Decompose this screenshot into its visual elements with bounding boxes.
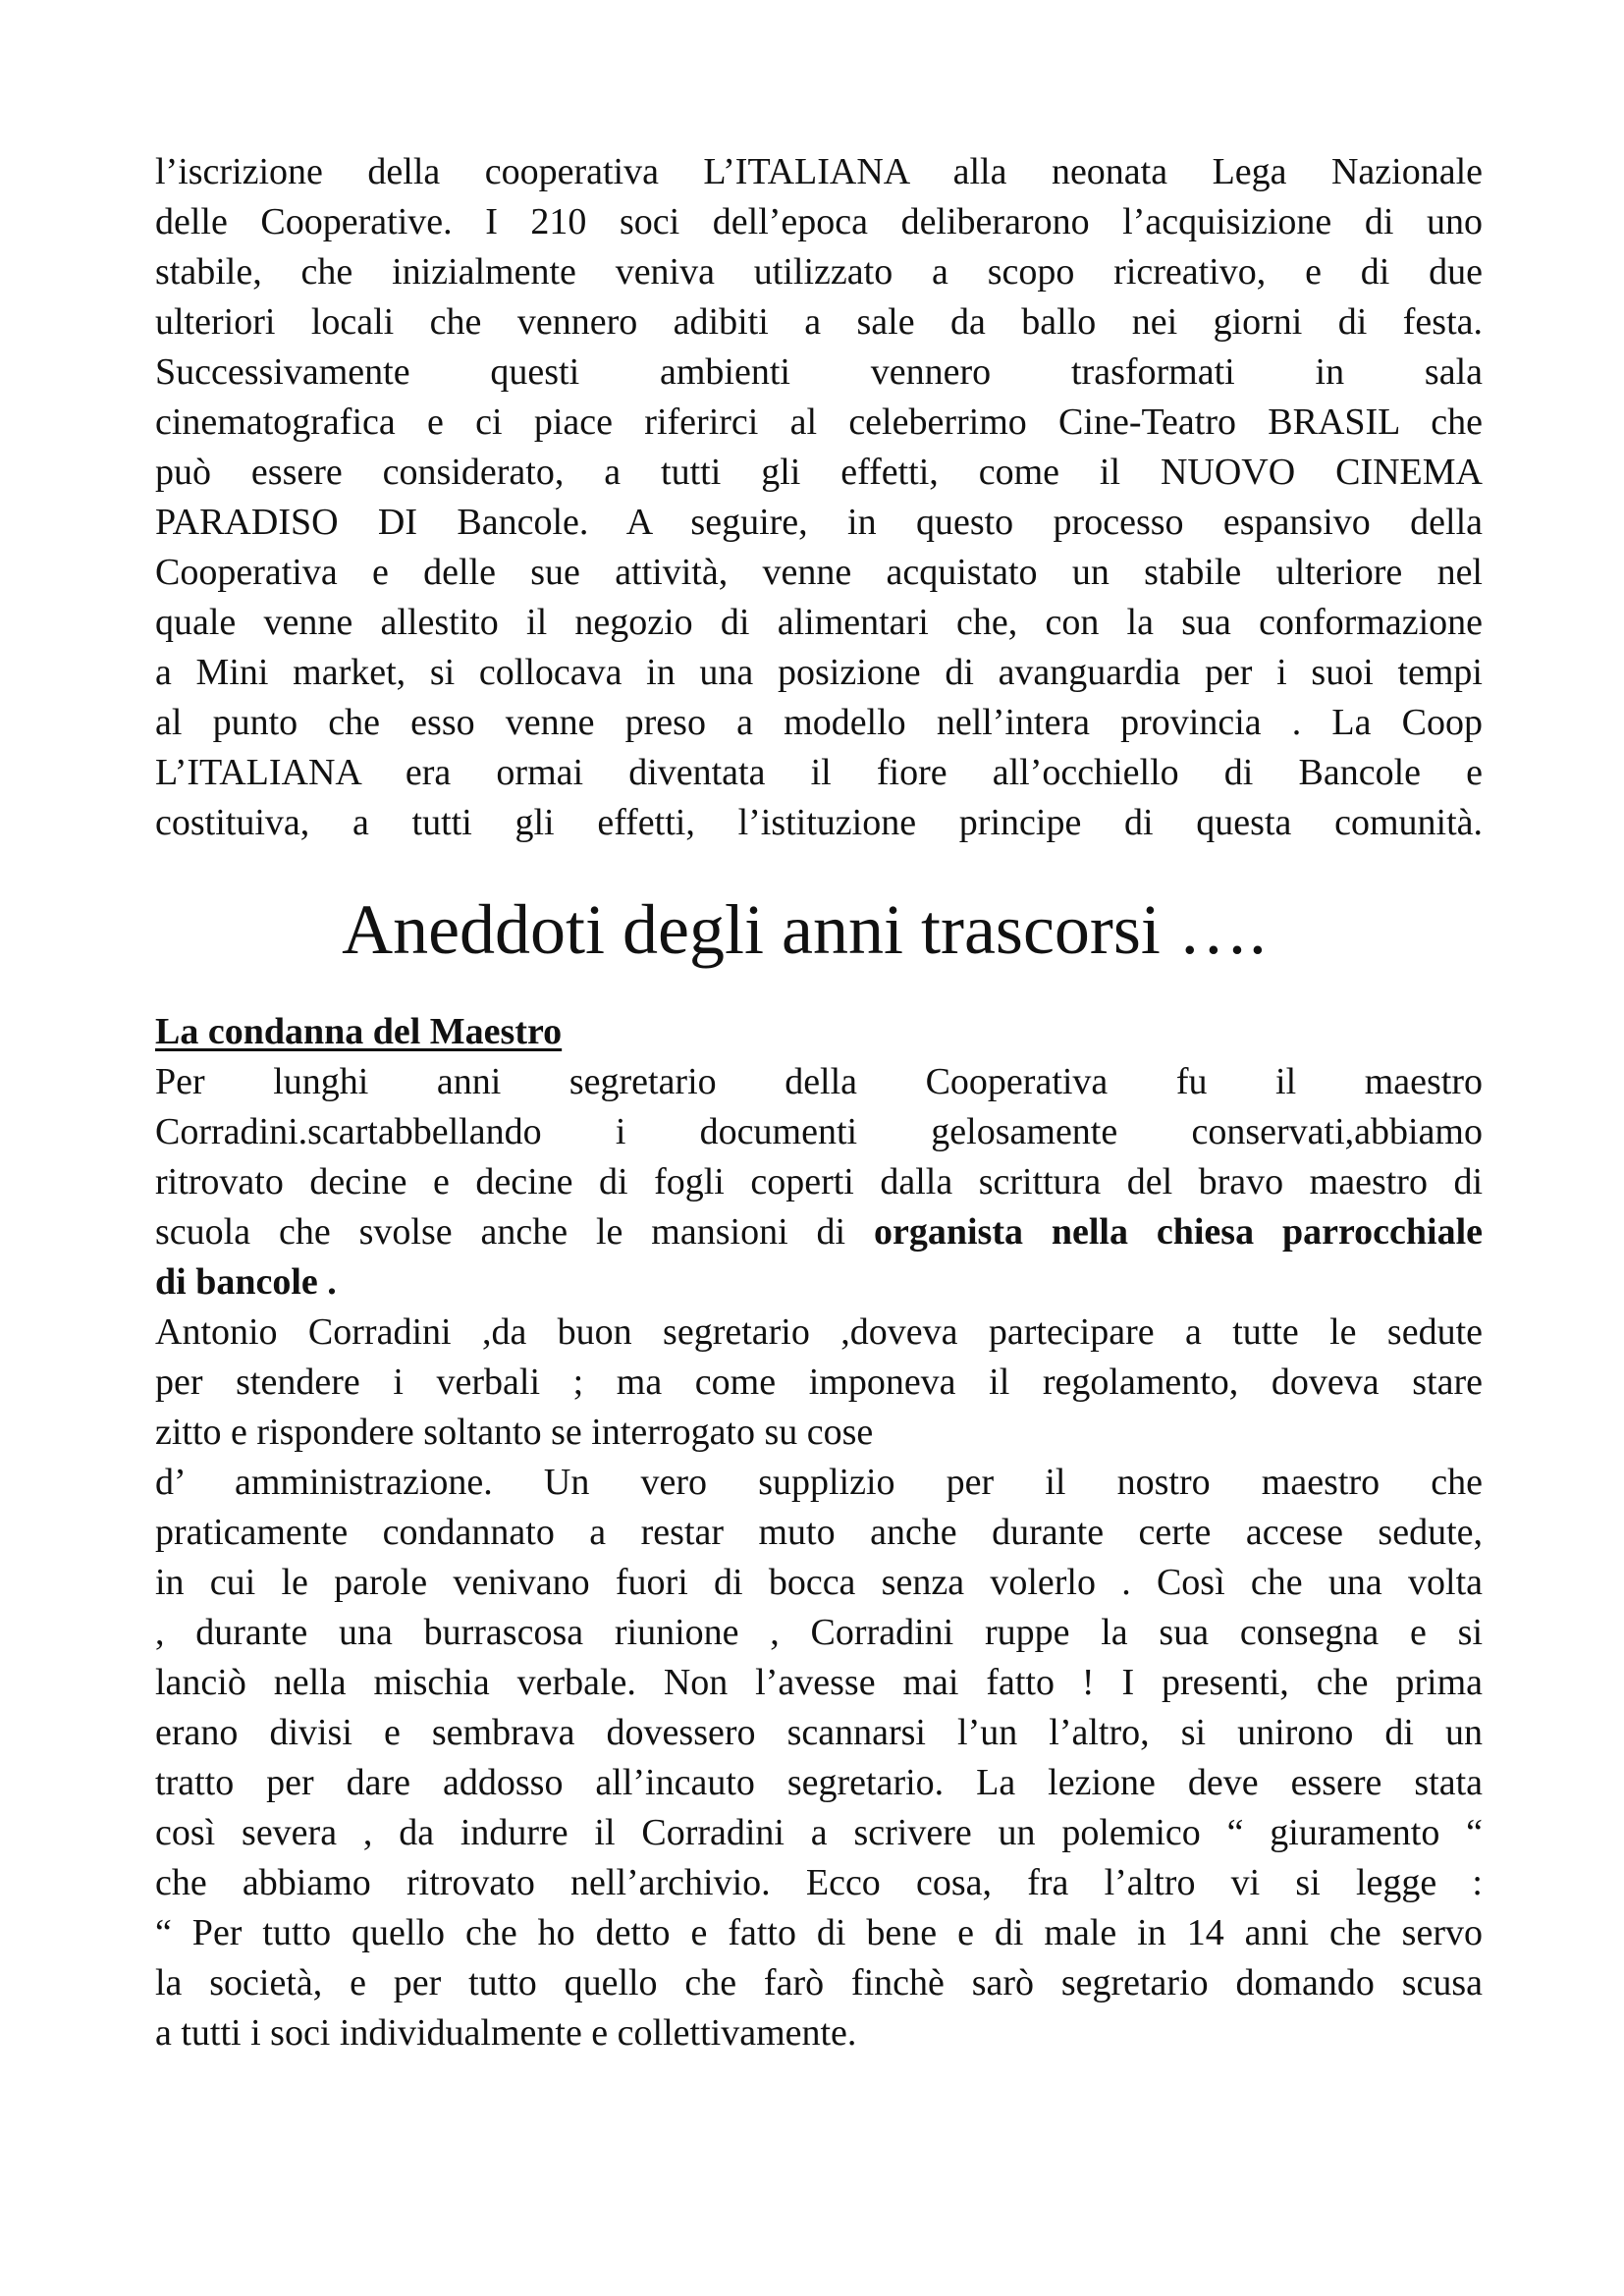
text-line: zitto e rispondere soltanto se interrogato su cose — [155, 1412, 874, 1453]
paragraph-corradini — [155, 1308, 1483, 1458]
text-line: lanciò nella mischia verbale. Non l’avesse mai fatto ! I presenti, che prima — [155, 1662, 1483, 1703]
text-line — [155, 1257, 1483, 1308]
text-line: la società, e per tutto quello che farò finchè sarò segretario domando scusa — [155, 1962, 1483, 2003]
text-line: erano divisi e sembrava dovessero scannarsi l’un l’altro, si unirono di un — [155, 1712, 1483, 1753]
text-line: “ Per tutto quello che ho detto e fatto di bene e di male in 14 anni che servo — [155, 1912, 1483, 1953]
text-line: Antonio Corradini ,da buon segretario ,doveva partecipare a tutte le sedute — [155, 1311, 1483, 1353]
text-line: costituiva, a tutti gli effetti, l’istituzione principe di questa comunità. — [155, 802, 1483, 843]
text-line: praticamente condannato a restar muto anche durante certe accese sedute, — [155, 1512, 1483, 1553]
subsection-title: La condanna del Maestro — [155, 1011, 563, 1052]
text-line — [155, 1207, 1483, 1257]
text-line: in cui le parole venivano fuori di bocca senza volerlo . Così che una volta — [155, 1562, 1483, 1603]
intro-paragraph — [155, 147, 1483, 848]
text-line: a tutti i soci individualmente e collettivamente. — [155, 2012, 857, 2054]
text-line: ulteriori locali che vennero adibiti a sale da ballo nei giorni di festa. — [155, 301, 1483, 343]
text-run: scuola che svolse anche le mansioni di — [155, 1211, 874, 1253]
paragraph-supplizio — [155, 1458, 1483, 2058]
bold-text: organista nella chiesa parrocchiale — [873, 1211, 1483, 1253]
text-line: quale venne allestito il negozio di alimentari che, con la sua conformazione — [155, 602, 1483, 643]
bold-text: di bancole . — [155, 1261, 337, 1303]
text-line: L’ITALIANA era ormai diventata il fiore all’occhiello di Bancole e — [155, 752, 1483, 793]
text-line: Cooperativa e delle sue attività, venne acquistato un stabile ulteriore nel — [155, 552, 1483, 593]
text-line: d’ amministrazione. Un vero supplizio per il nostro maestro che — [155, 1462, 1483, 1503]
text-line: delle Cooperative. I 210 soci dell’epoca deliberarono l’acquisizione di uno — [155, 201, 1483, 242]
text-line: Successivamente questi ambienti vennero trasformati in sala — [155, 351, 1483, 393]
text-line: , durante una burrascosa riunione , Corradini ruppe la sua consegna e si — [155, 1612, 1483, 1653]
section-heading: Aneddoti degli anni trascorsi …. — [342, 890, 1267, 969]
text-line: Corradini.scartabbellando i documenti gelosamente conservati,abbiamo — [155, 1111, 1483, 1152]
text-line: PARADISO DI Bancole. A seguire, in questo processo espansivo della — [155, 502, 1483, 543]
text-line: stabile, che inizialmente veniva utilizzato a scopo ricreativo, e di due — [155, 251, 1483, 293]
text-line: a Mini market, si collocava in una posizione di avanguardia per i suoi tempi — [155, 652, 1483, 693]
paragraph-maestro — [155, 1057, 1483, 1308]
text-line: tratto per dare addosso all’incauto segretario. La lezione deve essere stata — [155, 1762, 1483, 1803]
document-page — [155, 147, 1483, 2058]
text-line: che abbiamo ritrovato nell’archivio. Ecco cosa, fra l’altro vi si legge : — [155, 1862, 1483, 1903]
text-line: l’iscrizione della cooperativa L’ITALIANA alla neonata Lega Nazionale — [155, 151, 1483, 192]
text-line: può essere considerato, a tutti gli effetti, come il NUOVO CINEMA — [155, 452, 1483, 493]
text-line: al punto che esso venne preso a modello nell’intera provincia . La Coop — [155, 702, 1483, 743]
text-line: così severa , da indurre il Corradini a scrivere un polemico “ giuramento “ — [155, 1812, 1483, 1853]
text-line: ritrovato decine e decine di fogli coperti dalla scrittura del bravo maestro di — [155, 1161, 1483, 1202]
text-line: per stendere i verbali ; ma come imponeva il regolamento, doveva stare — [155, 1362, 1483, 1403]
text-line: Per lunghi anni segretario della Cooperativa fu il maestro — [155, 1061, 1483, 1102]
text-line: cinematografica e ci piace riferirci al celeberrimo Cine-Teatro BRASIL che — [155, 401, 1483, 443]
